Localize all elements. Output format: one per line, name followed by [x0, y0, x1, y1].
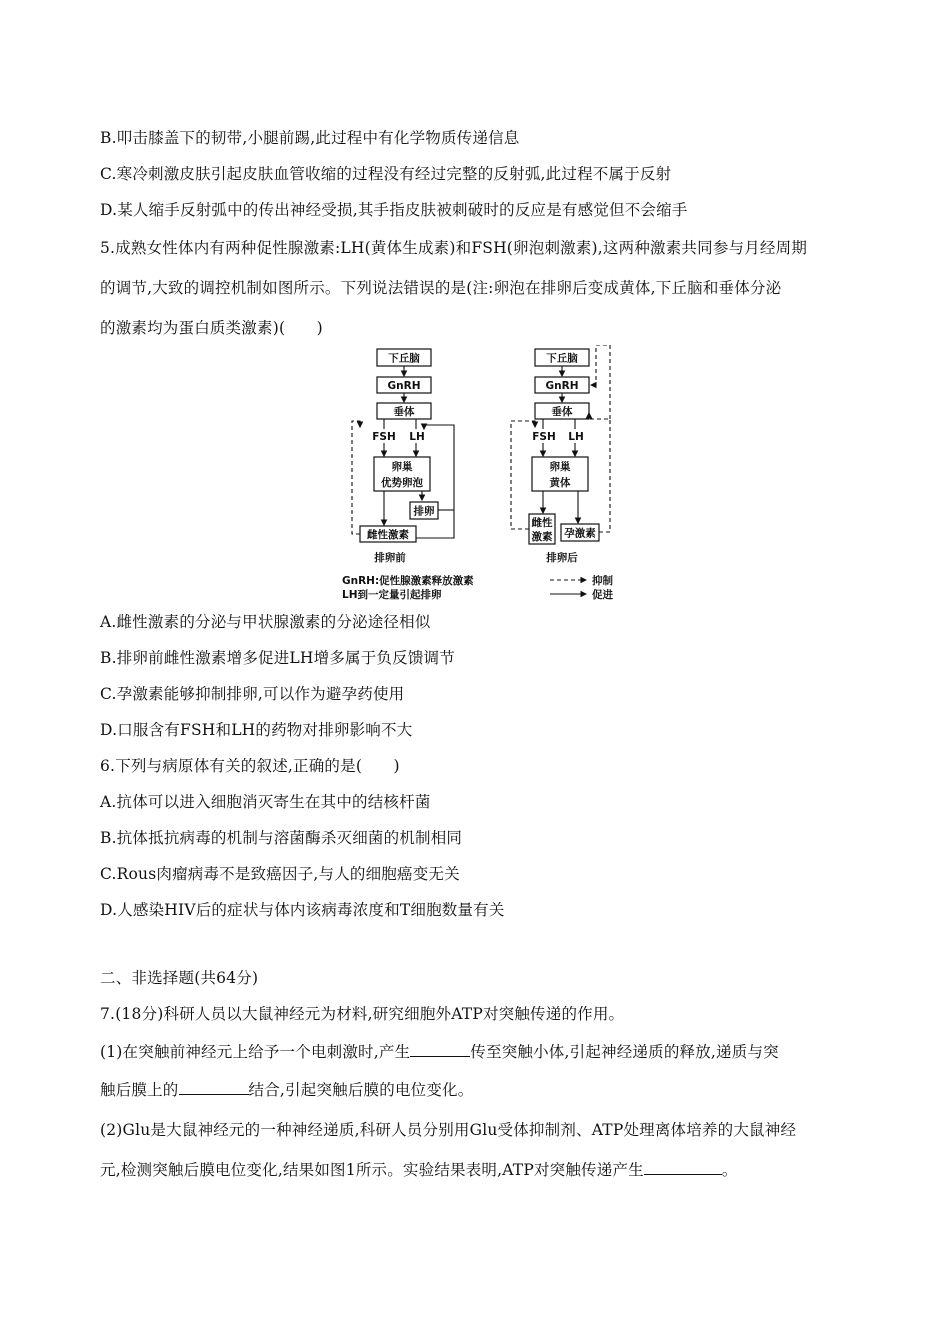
section-heading-non-choice: 二、非选择题(共64分): [100, 969, 259, 987]
note-lh-ovulation: LH到一定量引起排卵: [342, 589, 442, 601]
label-ovary-left: 卵巢: [391, 461, 413, 473]
diagram-after-ovulation: [511, 345, 610, 564]
q7-part2-line2: [100, 1158, 738, 1180]
q7-answer-blank-1[interactable]: [410, 1042, 470, 1057]
arrow-progesterone-inhibit-gnrh: [591, 345, 610, 419]
hormone-regulation-figure: [330, 345, 630, 605]
q7-answer-blank-3[interactable]: [644, 1160, 722, 1175]
label-progesterone: 孕激素: [564, 527, 596, 540]
q4-option-b: B.叩击膝盖下的韧带,小腿前踢,此过程中有化学物质传递信息: [100, 129, 520, 147]
label-gnrh-left: GnRH: [387, 380, 421, 392]
label-lh-left: LH: [409, 431, 425, 443]
q7-part1-text-c: 触后膜上的: [100, 1081, 179, 1099]
label-estrogen-right-line2: 激素: [531, 531, 553, 543]
q7-part2-text-c: 。: [721, 1161, 738, 1179]
q7-part1-line2: [100, 1078, 473, 1100]
q7-part1-line1: [100, 1040, 779, 1062]
label-lh-right: LH: [568, 431, 584, 443]
q7-answer-blank-2[interactable]: [179, 1080, 249, 1095]
q7-stem: 7.(18分)科研人员以大鼠神经元为材料,研究细胞外ATP对突触传递的作用。: [100, 1005, 625, 1023]
q5-stem-line1: 5.成熟女性体内有两种促性腺激素:LH(黄体生成素)和FSH(卵泡刺激素),这两种激素共同参与月经周期: [100, 239, 808, 257]
q4-option-c: C.寒冷刺激皮肤引起皮肤血管收缩的过程没有经过完整的反射弧,此过程不属于反射: [100, 165, 672, 183]
label-ovary-right: 卵巢: [549, 461, 571, 473]
label-fsh-right: FSH: [532, 431, 556, 443]
caption-after-ovulation: 排卵后: [546, 552, 578, 564]
q5-stem-line3: 的激素均为蛋白质类激素)( ): [100, 319, 323, 337]
label-gnrh-right: GnRH: [545, 380, 579, 392]
label-pituitary-left: 垂体: [393, 406, 415, 418]
arrow-progesterone-inhibit-pituitary: [589, 413, 610, 532]
label-pituitary-right: 垂体: [551, 406, 573, 418]
diagram-before-ovulation: [352, 349, 454, 564]
q6-stem: 6.下列与病原体有关的叙述,正确的是( ): [100, 757, 400, 775]
q7-part2-text-b: 元,检测突触后膜电位变化,结果如图1所示。实验结果表明,ATP对突触传递产生: [100, 1161, 644, 1179]
q7-part1-text-a: (1)在突触前神经元上给予一个电刺激时,产生: [100, 1043, 411, 1061]
q7-part1-text-b: 传至突触小体,引起神经递质的释放,递质与突: [470, 1043, 779, 1061]
label-hypothalamus-right: 下丘脑: [546, 352, 578, 365]
q4-option-d: D.某人缩手反射弧中的传出神经受损,其手指皮肤被刺破时的反应是有感觉但不会缩手: [100, 201, 688, 219]
q5-stem-line2: 的调节,大致的调控机制如图所示。下列说法错误的是(注:卵泡在排卵后变成黄体,下丘脑和垂体分泌: [100, 279, 782, 297]
label-ovulation: 排卵: [413, 505, 435, 518]
label-estrogen-left: 雌性激素: [367, 529, 409, 541]
caption-before-ovulation: 排卵前: [374, 552, 406, 564]
q5-option-c: C.孕激素能够抑制排卵,可以作为避孕药使用: [100, 685, 405, 703]
q6-option-b: B.抗体抵抗病毒的机制与溶菌酶杀灭细菌的机制相同: [100, 829, 463, 847]
label-fsh-left: FSH: [372, 431, 396, 443]
label-hypothalamus-left: 下丘脑: [388, 352, 420, 365]
label-dominant-follicle: 优势卵泡: [381, 477, 423, 489]
arrow-estrogen-inhibit-fsh: [352, 421, 360, 534]
q5-option-d: D.口服含有FSH和LH的药物对排卵影响不大: [100, 721, 413, 739]
q7-part1-text-d: 结合,引起突触后膜的电位变化。: [248, 1081, 474, 1099]
q5-option-b: B.排卵前雌性激素增多促进LH增多属于负反馈调节: [100, 649, 455, 667]
legend-promote-label: 促进: [592, 589, 613, 601]
q6-option-c: C.Rous肉瘤病毒不是致癌因子,与人的细胞癌变无关: [100, 865, 460, 883]
label-estrogen-right-line1: 雌性: [531, 517, 553, 529]
note-gnrh-definition: GnRH:促性腺激素释放激素: [342, 575, 474, 587]
label-corpus-luteum: 黄体: [549, 477, 571, 489]
q7-part2-line1: (2)Glu是大鼠神经元的一种神经递质,科研人员分别用Glu受体抑制剂、ATP处理离体培养的大鼠神经: [100, 1121, 797, 1139]
q6-option-a: A.抗体可以进入细胞消灭寄生在其中的结核杆菌: [100, 793, 431, 811]
legend-inhibit-label: 抑制: [592, 575, 613, 587]
q6-option-d: D.人感染HIV后的症状与体内该病毒浓度和T细胞数量有关: [100, 901, 505, 919]
q5-option-a: A.雌性激素的分泌与甲状腺激素的分泌途径相似: [100, 613, 431, 631]
